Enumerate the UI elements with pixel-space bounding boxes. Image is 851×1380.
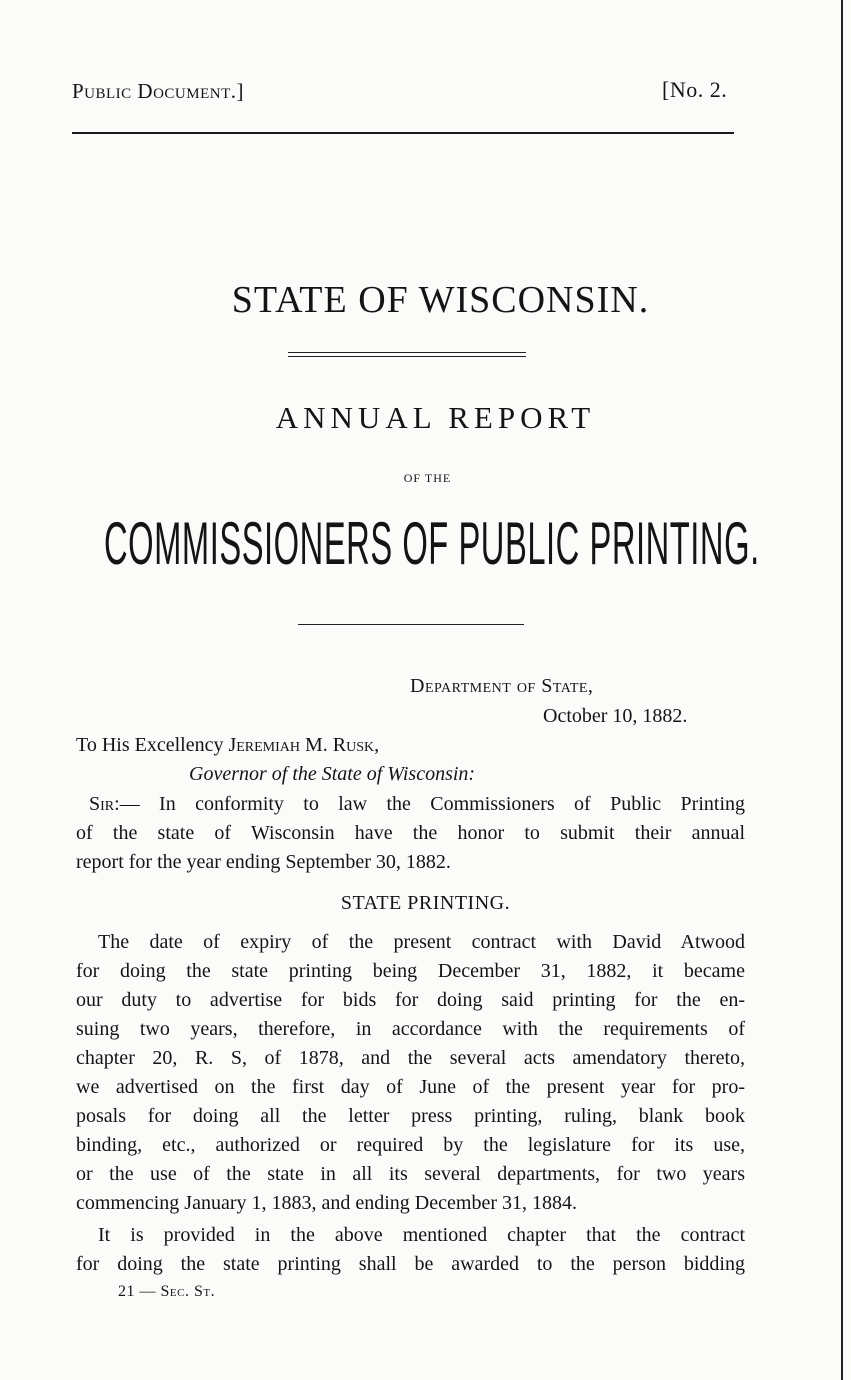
paragraph1-line: The date of expiry of the present contract with David Atwood [98,931,745,953]
paragraph2-line: It is provided in the above mentioned chapter that the contract [98,1224,745,1246]
date-line: October 10, 1882. [543,705,688,727]
report-title: ANNUAL REPORT [275,400,596,435]
paragraph1-line: we advertised on the first day of June of the present year for pro- [76,1076,745,1098]
commissioners-title: COMMISSIONERS OF PUBLIC PRINTING. [104,510,760,577]
paragraph2-line: for doing the state printing shall be awarded to the person bidding [76,1253,745,1275]
salutation-line-3: report for the year ending September 30, 1882. [76,851,451,873]
salutation-line-2: of the state of Wisconsin have the honor to submit their annual [76,822,745,844]
document-number: [No. 2. [662,77,728,102]
public-document-label: Public Document.] [72,79,245,103]
addressee-line [76,734,379,757]
paragraph1-line: for doing the state printing being December 31, 1882, it became [76,960,745,982]
paragraph1-line: commencing January 1, 1883, and ending December 31, 1884. [76,1192,577,1214]
paragraph1-line: or the use of the state in all its several departments, for two years [76,1163,745,1185]
page-edge [841,0,843,1380]
salutation-line-1 [76,790,745,819]
salutation-text: — In conformity to law the Commissioners of Public Printing [119,793,745,815]
signature-mark: 21 — Sec. St. [118,1283,216,1300]
double-rule [288,352,526,357]
header-rule [72,132,734,134]
paragraph1-line: chapter 20, R. S, of 1878, and the several acts amendatory thereto, [76,1047,745,1069]
paragraph1-line: binding, etc., authorized or required by the legislature for its use, [76,1134,745,1156]
addressee-name: Jeremiah M. Rusk, [228,734,380,756]
governor-line: Governor of the State of Wisconsin: [189,763,476,785]
paragraph1-line: posals for doing all the letter press printing, ruling, blank book [76,1105,745,1127]
department-line: Department of State, [410,675,594,697]
of-the-label: OF THE [403,471,452,485]
addressee-prefix: To His Excellency [76,734,229,756]
state-title: STATE OF WISCONSIN. [231,279,650,321]
title-rule [298,624,524,625]
section-heading: STATE PRINTING. [340,892,511,914]
paragraph1-line: our duty to advertise for bids for doing said printing for the en- [76,989,745,1011]
salutation-sir: Sir: [89,793,120,815]
paragraph1-line: suing two years, therefore, in accordance with the requirements of [76,1018,745,1040]
